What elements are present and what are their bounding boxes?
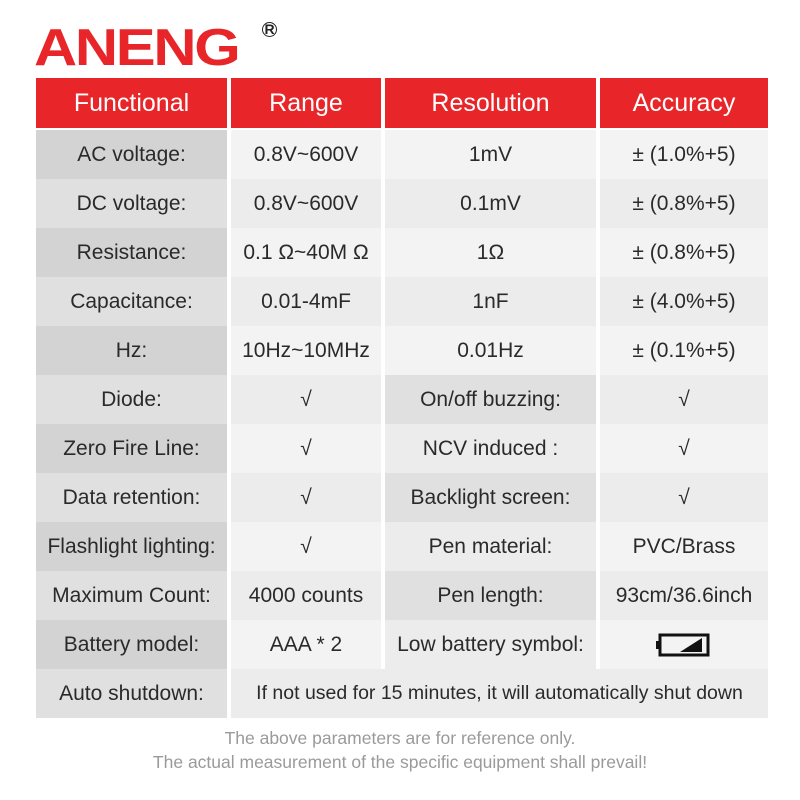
row-value: 4000 counts — [231, 571, 381, 620]
registered-mark: R — [262, 22, 277, 37]
row-label: Diode: — [36, 375, 227, 424]
row-label: Resistance: — [36, 228, 227, 277]
table-row — [36, 473, 768, 522]
row-label: DC voltage: — [36, 179, 227, 228]
row-label: Battery model: — [36, 620, 227, 669]
row-label: AC voltage: — [36, 130, 227, 179]
table-row — [36, 669, 768, 718]
header-resolution: Resolution — [385, 78, 596, 128]
row-label: Zero Fire Line: — [36, 424, 227, 473]
row-label: On/off buzzing: — [385, 375, 596, 424]
row-label: NCV induced : — [385, 424, 596, 473]
table-row — [36, 571, 768, 620]
row-value: If not used for 15 minutes, it will automatically shut down — [231, 669, 768, 718]
row-value: 0.8V~600V — [231, 179, 381, 228]
spec-table — [36, 78, 768, 718]
row-value: ± (0.1%+5) — [600, 326, 768, 375]
row-value: ± (0.8%+5) — [600, 228, 768, 277]
row-value: PVC/Brass — [600, 522, 768, 571]
footer-note-1: The above parameters are for reference only. — [224, 728, 576, 748]
row-label: Data retention: — [36, 473, 227, 522]
row-value: 0.8V~600V — [231, 130, 381, 179]
check-mark: √ — [231, 473, 381, 522]
table-row — [36, 130, 768, 179]
table-row — [36, 277, 768, 326]
row-value: 0.01Hz — [385, 326, 596, 375]
table-header — [36, 78, 768, 128]
brand-name: ANENG — [34, 19, 239, 77]
row-value: 93cm/36.6inch — [600, 571, 768, 620]
check-mark: √ — [231, 424, 381, 473]
table-row — [36, 620, 768, 669]
row-value: 1mV — [385, 130, 596, 179]
table-row — [36, 522, 768, 571]
row-label: Hz: — [36, 326, 227, 375]
table-row — [36, 424, 768, 473]
row-label: Auto shutdown: — [36, 669, 227, 718]
row-value: 0.01-4mF — [231, 277, 381, 326]
row-value: 1nF — [385, 277, 596, 326]
check-mark: √ — [600, 375, 768, 424]
row-value — [600, 620, 768, 669]
row-value: 0.1mV — [385, 179, 596, 228]
brand-logo — [34, 19, 275, 77]
row-label: Low battery symbol: — [385, 620, 596, 669]
row-value: 10Hz~10MHz — [231, 326, 381, 375]
header-accuracy: Accuracy — [600, 78, 768, 128]
table-row — [36, 375, 768, 424]
header-range: Range — [231, 78, 381, 128]
check-mark: √ — [600, 424, 768, 473]
row-label: Backlight screen: — [385, 473, 596, 522]
table-row — [36, 326, 768, 375]
row-value: 1Ω — [385, 228, 596, 277]
row-value: ± (0.8%+5) — [600, 179, 768, 228]
check-mark: √ — [600, 473, 768, 522]
row-label: Maximum Count: — [36, 571, 227, 620]
row-label: Pen length: — [385, 571, 596, 620]
low-battery-icon — [656, 633, 712, 657]
check-mark: √ — [231, 375, 381, 424]
row-label: Pen material: — [385, 522, 596, 571]
footer-note-2: The actual measurement of the specific equipment shall prevail! — [152, 752, 648, 772]
row-value: ± (4.0%+5) — [600, 277, 768, 326]
row-value: AAA * 2 — [231, 620, 381, 669]
row-value: ± (1.0%+5) — [600, 130, 768, 179]
row-label: Capacitance: — [36, 277, 227, 326]
row-value: 0.1 Ω~40M Ω — [231, 228, 381, 277]
check-mark: √ — [231, 522, 381, 571]
table-row — [36, 179, 768, 228]
table-row — [36, 228, 768, 277]
row-label: Flashlight lighting: — [36, 522, 227, 571]
header-functional: Functional — [36, 78, 227, 128]
